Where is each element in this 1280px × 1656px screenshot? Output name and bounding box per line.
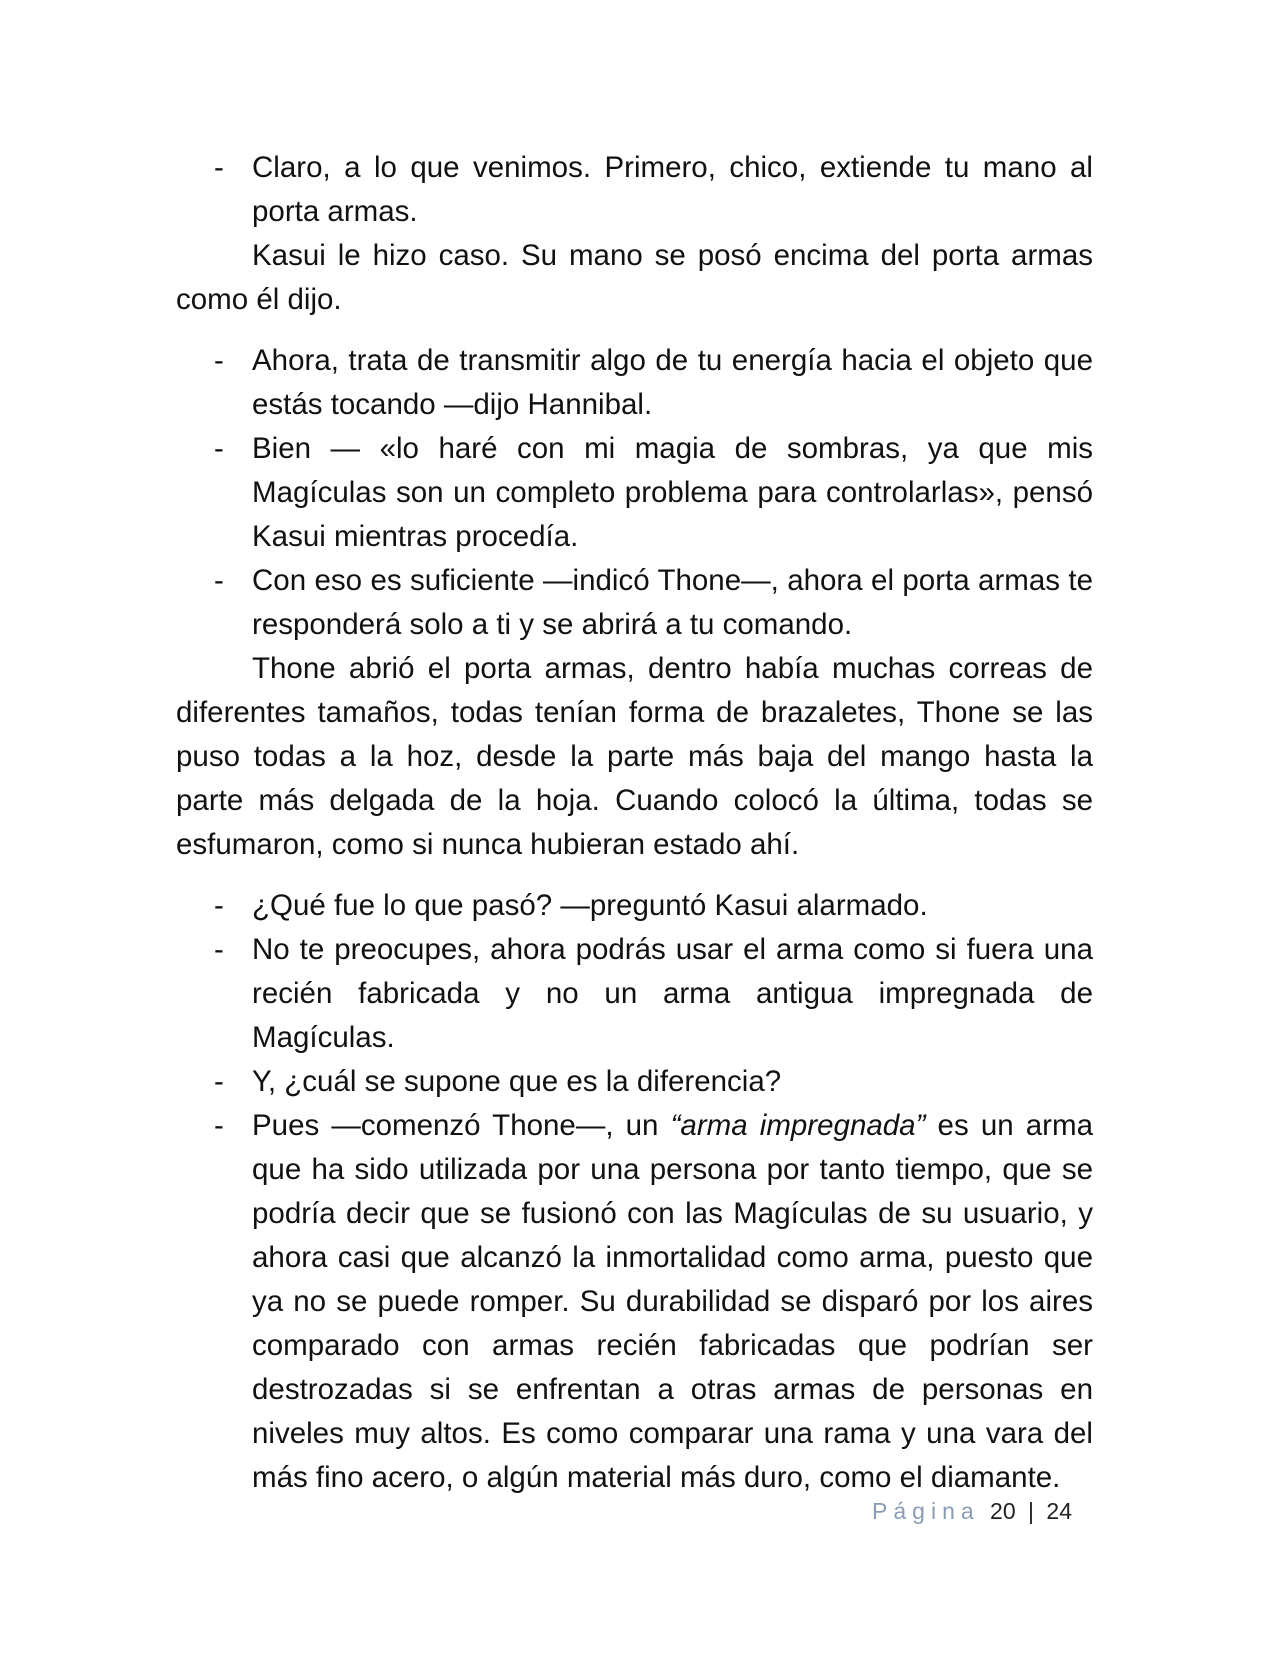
dialogue-text: Ahora, trata de transmitir algo de tu energía hacia el objeto que estás tocando —dijo Hannibal. <box>252 344 1093 421</box>
dialogue-text-end: es un arma que ha sido utilizada por una persona por tanto tiempo, que se podría decir que se fusionó con las Magículas de su usuario, y ahora casi que alcanzó la inmortalidad como arma, puesto que ya no se puede romper. Su durabilidad se disparó por los aires comparado con armas recién fabricadas que podrían ser destrozadas si se enfrentan a otras armas de personas en niveles muy altos. Es como comparar una rama y una vara del más fino acero, o algún material más duro, como el diamante. <box>252 1109 1093 1494</box>
emphasized-term: “arma impregnada” <box>670 1109 926 1142</box>
page-footer <box>872 1496 1072 1526</box>
dialogue-line <box>176 146 1093 234</box>
dialogue-dash: - <box>214 1109 224 1142</box>
dialogue-text: ¿Qué fue lo que pasó? —preguntó Kasui alarmado. <box>252 889 928 922</box>
dialogue-text: Bien — «lo haré con mi magia de sombras, ya que mis Magículas son un completo problema para controlarlas», pensó Kasui mientras procedía. <box>252 432 1093 553</box>
dialogue-dash: - <box>214 933 224 966</box>
narration-text: Thone abrió el porta armas, dentro había muchas correas de diferentes tamaños, todas tenían forma de brazaletes, Thone se las puso todas a la hoz, desde la parte más baja del mango hasta la parte más delgada de la hoja. Cuando colocó la última, todas se esfumaron, como si nunca hubieran estado ahí. <box>176 652 1093 861</box>
dialogue-dash: - <box>214 889 224 922</box>
dialogue-dash: - <box>214 564 224 597</box>
dialogue-dash: - <box>214 1065 224 1098</box>
dialogue-line <box>176 339 1093 427</box>
narration-text: Kasui le hizo caso. Su mano se posó encima del porta armas como él dijo. <box>176 239 1093 316</box>
dialogue-dash: - <box>214 344 224 377</box>
dialogue-text: Con eso es suficiente —indicó Thone—, ahora el porta armas te responderá solo a ti y se abrirá a tu comando. <box>252 564 1093 641</box>
dialogue-text: Claro, a lo que venimos. Primero, chico, extiende tu mano al porta armas. <box>252 151 1093 228</box>
dialogue-text: No te preocupes, ahora podrás usar el arma como si fuera una recién fabricada y no un arma antigua impregnada de Magículas. <box>252 933 1093 1054</box>
dialogue-dash: - <box>214 151 224 184</box>
dialogue-line <box>176 427 1093 559</box>
page-number: 20 <box>990 1498 1016 1524</box>
page-label: Página <box>872 1498 980 1524</box>
dialogue-line <box>176 559 1093 647</box>
narration-paragraph <box>176 647 1093 867</box>
page-separator: | <box>1028 1498 1035 1524</box>
narration-paragraph <box>176 234 1093 322</box>
dialogue-text: Y, ¿cuál se supone que es la diferencia? <box>252 1065 782 1098</box>
dialogue-line <box>176 1060 1093 1104</box>
dialogue-line <box>176 928 1093 1060</box>
dialogue-line <box>176 1104 1093 1500</box>
dialogue-dash: - <box>214 432 224 465</box>
dialogue-line <box>176 884 1093 928</box>
body-text <box>176 146 1093 1500</box>
page-total: 24 <box>1046 1498 1072 1524</box>
dialogue-text-start: Pues —comenzó Thone—, un <box>252 1109 671 1142</box>
